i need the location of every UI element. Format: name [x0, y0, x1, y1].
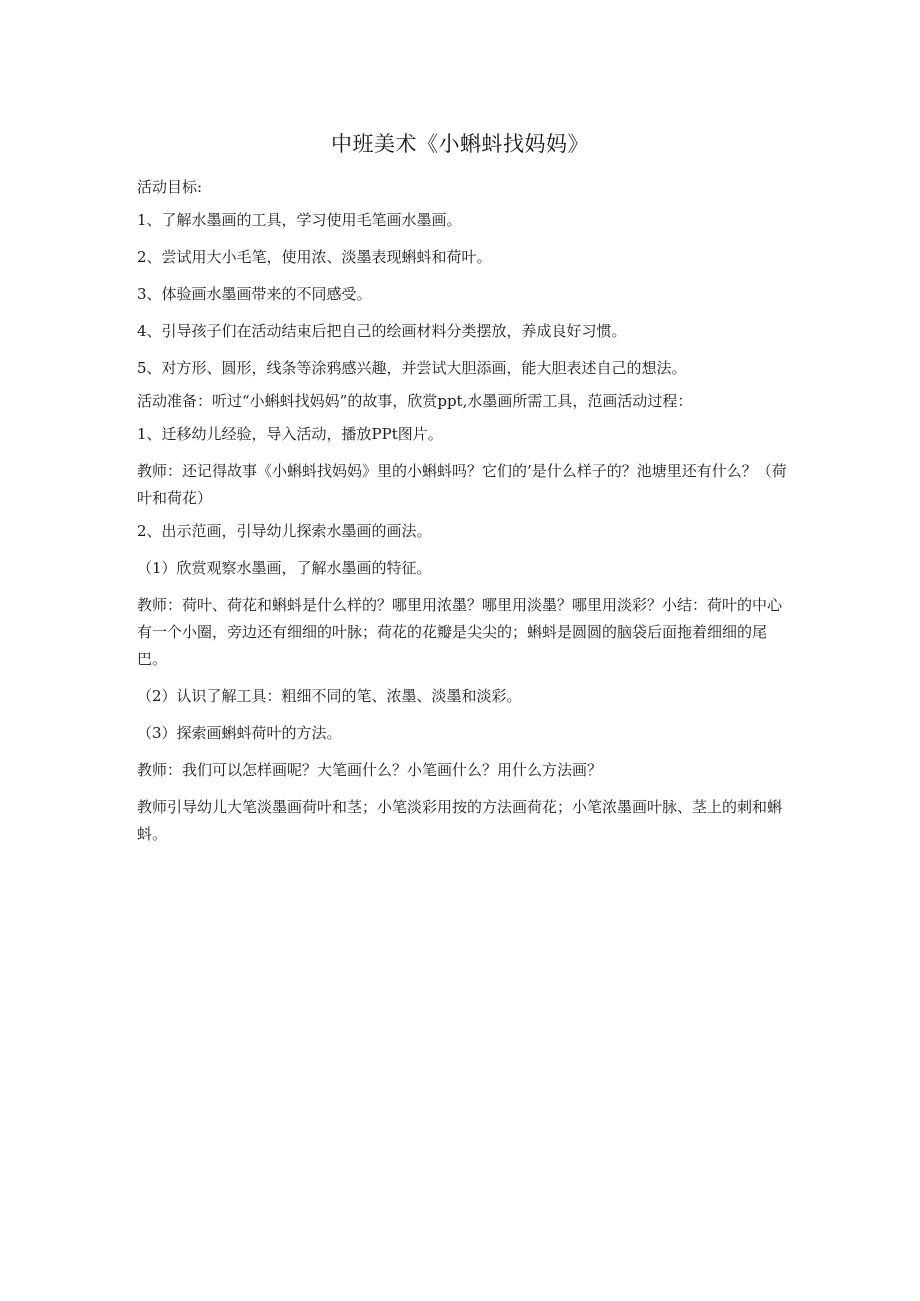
teacher-question-1: 教师：还记得故事《小蝌蚪找妈妈》里的小蝌蚪吗？它们的’是什么样子的？池塘里还有什么？（荷叶和荷花）	[137, 462, 787, 507]
process-step-2: 2、出示范画，引导幼儿探索水墨画的画法。	[137, 522, 432, 540]
preparation-paragraph: 活动准备：听过“小蝌蚪找妈妈”的故事，欣赏ppt,水墨画所需工具，范画活动过程：	[137, 392, 693, 410]
goal-item-4: 4、引导孩子们在活动结束后把自己的绘画材料分类摆放，养成良好习惯。	[137, 322, 627, 340]
teacher-question-2: 教师：荷叶、荷花和蝌蚪是什么样的？哪里用浓墨？哪里用淡墨？哪里用淡彩？小结：荷叶的中心有一个小圈，旁边还有细细的叶脉；荷花的花瓣是尖尖的；蝌蚪是圆圆的脑袋后面拖着细细的尾巴。	[137, 596, 783, 668]
goal-item-3: 3、体验画水墨画带来的不同感受。	[137, 285, 372, 303]
process-step-1: 1、迁移幼儿经验，导入活动，播放PPt图片。	[137, 425, 443, 443]
document-title: 中班美术《小蝌蚪找妈妈》	[331, 132, 589, 156]
sub-step-3: （3）探索画蝌蚪荷叶的方法。	[137, 724, 342, 742]
sub-step-2: （2）认识了解工具：粗细不同的笔、浓墨、淡墨和淡彩。	[137, 687, 522, 705]
document-body	[137, 174, 787, 858]
goal-item-1: 1、了解水墨画的工具，学习使用毛笔画水墨画。	[137, 211, 462, 229]
goal-item-5: 5、对方形、圆形，线条等涂鸦感兴趣，并尝试大胆添画，能大胆表述自己的想法。	[137, 359, 687, 377]
sub-step-1: （1）欣赏观察水墨画，了解水墨画的特征。	[137, 559, 432, 577]
goal-item-2: 2、尝试用大小毛笔，使用浓、淡墨表现蝌蚪和荷叶。	[137, 248, 492, 266]
teacher-question-3: 教师：我们可以怎样画呢？大笔画什么？小笔画什么？用什么方法画？	[137, 761, 603, 779]
section-heading-goals: 活动目标:	[137, 178, 203, 196]
teacher-guidance: 教师引导幼儿大笔淡墨画荷叶和茎；小笔淡彩用按的方法画荷花；小笔浓墨画叶脉、茎上的刺和蝌蚪。	[137, 798, 783, 843]
